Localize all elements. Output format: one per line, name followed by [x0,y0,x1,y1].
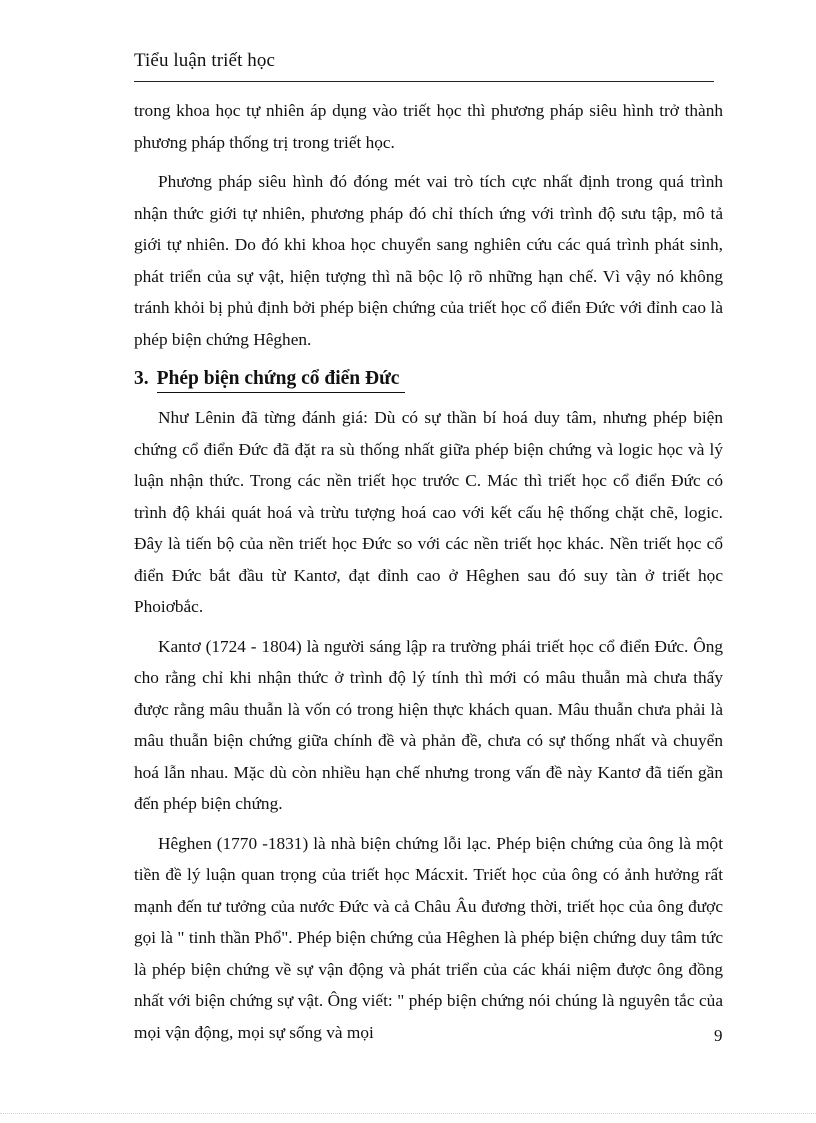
running-header: Tiểu luận triết học [134,50,276,71]
paragraph: Hêghen (1770 -1831) là nhà biện chứng lỗi lạc. Phép biện chứng của ông là một tiền đề lý luận quan trọng của triết học Mácxit. Triết học của ông có ảnh hưởng rất mạnh đến tư tưởng của nước Đức và cả Châu Âu đương thời, triết học của ông được gọi là " tinh thần Phổ". Phép biện chứng của Hêghen là phép biện chứng duy tâm tức là phép biện chứng về sự vận động và phát triển của các khái niệm được ông đồng nhất với biện chứng sự vật. Ông viết: " phép biện chứng nói chúng là nguyên tắc của mọi vận động, mọi sự sống và mọi [134,833,723,1042]
page-number: 9 [714,1026,723,1045]
paragraph: Như Lênin đã từng đánh giá: Dù có sự thần bí hoá duy tâm, nhưng phép biện chứng cổ điển Đức đã đặt ra sù thống nhất giữa phép biện chứng và logic học và lý luận nhận thức. Trong các nền triết học trước C. Mác thì triết học cổ điển Đức có trình độ khái quát hoá và trừu tượng hoá cao với kết cấu hệ thống chặt chẽ, logic. Đây là tiến bộ của nền triết học Đức so với các nền triết học khác. Nền triết học cổ điển Đức bắt đầu từ Kantơ, đạt đỉnh cao ở Hêghen sau đó suy tàn ở triết học Phoiơbắc. [134,408,723,616]
section-number: 3. [134,368,149,389]
page-bottom-border [0,1113,816,1114]
paragraph: Kantơ (1724 - 1804) là người sáng lập ra trường phái triết học cổ điển Đức. Ông cho rằng chỉ khi nhận thức ở trình độ lý tính thì mới có mâu thuẫn mà chưa thấy được rằng mâu thuẫn là vốn có trong hiện thực khách quan. Mâu thuẫn chưa phải là mâu thuẫn biện chứng giữa chính đề và phản đề, chưa có sự thống nhất và chuyển hoá lẫn nhau. Mặc dù còn nhiều hạn chế nhưng trong vấn đề này Kantơ đã tiến gần đến phép biện chứng. [134,636,723,813]
paragraph: Phương pháp siêu hình đó đóng mét vai trò tích cực nhất định trong quá trình nhận thức giới tự nhiên, phương pháp đó chỉ thích ứng với trình độ sưu tập, mô tả giới tự nhiên. Do đó khi khoa học chuyển sang nghiên cứu các quá trình phát sinh, phát triển của sự vật, hiện tượng thì nã bộc lộ rõ những hạn chế. Vì vậy nó không tránh khỏi bị phủ định bởi phép biện chứng của triết học cổ điển Đức với đỉnh cao là phép biện chứng Hêghen. [134,172,723,349]
header-divider [134,81,714,82]
section-title: Phép biện chứng cổ điển Đức [157,368,406,393]
paragraph-continued: trong khoa học tự nhiên áp dụng vào triết học thì phương pháp siêu hình trở thành phương pháp thống trị trong triết học. [134,101,723,152]
section-heading [134,363,723,394]
page-body [134,95,723,1056]
